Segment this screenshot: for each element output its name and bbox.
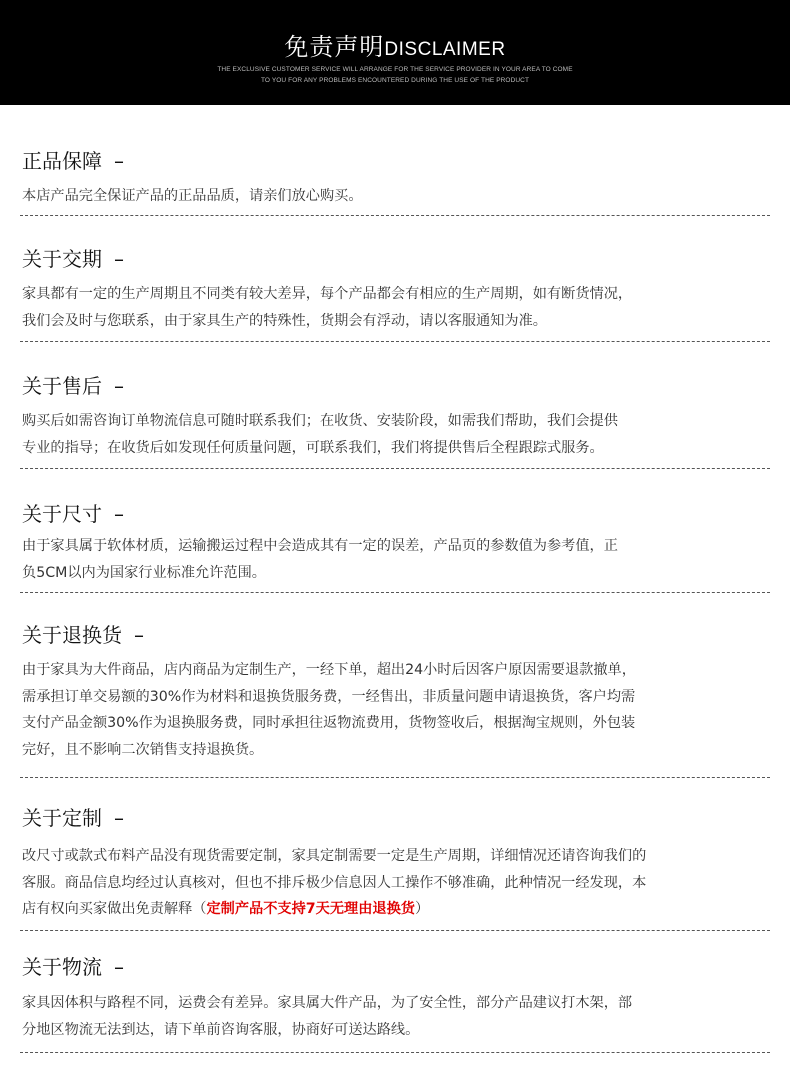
- section-body-line: 支付产品金额30%作为退换服务费，同时承担往返物流费用，货物签收后，根据淘宝规则，外包装: [22, 715, 636, 731]
- dashed-divider: [20, 1052, 770, 1053]
- section-body: [22, 281, 772, 334]
- section-title-dash: –: [114, 502, 124, 526]
- section-body-line: 家具因体积与路程不同，运费会有差异。家具属大件产品，为了安全性，部分产品建议打木架，部: [22, 995, 633, 1011]
- section-title-dash: –: [114, 806, 124, 830]
- disclaimer-suffix: ）: [414, 901, 430, 917]
- section-body-line: 由于家具属于软体材质，运输搬运过程中会造成其有一定的误差，产品页的参数值为参考值，正: [22, 538, 618, 554]
- section-title-text: 关于售后: [22, 374, 102, 398]
- section-title: [22, 501, 124, 527]
- section-body-line: 负5CM以内为国家行业标准允许范围。: [22, 564, 266, 581]
- section-body-line: 分地区物流无法到达，请下单前咨询客服，协商好可送达路线。: [22, 1021, 420, 1038]
- disclaimer-prefix: 店有权向买家做出免责解释（: [22, 901, 207, 917]
- dashed-divider: [20, 777, 770, 778]
- section-title: [22, 805, 124, 831]
- dashed-divider: [20, 592, 770, 593]
- section-body-line: 我们会及时与您联系，由于家具生产的特殊性，货期会有浮动，请以客服通知为准。: [22, 312, 547, 329]
- section-title-dash: –: [134, 623, 144, 647]
- section-body-line-last: [22, 896, 772, 923]
- section-body-line: 完好，且不影响二次销售支持退换货。: [22, 741, 264, 758]
- dashed-divider: [20, 930, 770, 931]
- no-return-warning: 定制产品不支持7天无理由退换货: [206, 901, 415, 917]
- header-title: [0, 27, 790, 62]
- header-subtitle-line-1: THE EXCLUSIVE CUSTOMER SERVICE WILL ARRANGE FOR THE SERVICE PROVIDER IN YOUR AREA TO COME: [217, 66, 573, 73]
- section-body-line: 家具都有一定的生产周期且不同类有较大差异，每个产品都会有相应的生产周期，如有断货情况，: [22, 286, 633, 302]
- dashed-divider: [20, 468, 770, 469]
- header-title-en: DISCLAIMER: [384, 39, 506, 60]
- section-body: [22, 843, 772, 923]
- dashed-divider: [20, 341, 770, 342]
- section-title-text: 关于退换货: [22, 623, 122, 647]
- section-body: [22, 657, 772, 763]
- section-title-dash: –: [114, 955, 124, 979]
- header-title-cn: 免责声明: [284, 33, 385, 61]
- section-title: [22, 373, 124, 399]
- section-body: [22, 408, 772, 461]
- section-body-line: 改尺寸或款式布料产品没有现货需要定制，家具定制需要一定是生产周期，详细情况还请咨询我们的: [22, 848, 647, 864]
- section-body: [22, 533, 772, 586]
- section-title-dash: –: [114, 149, 124, 173]
- section-body-line: 专业的指导；在收货后如发现任何质量问题，可联系我们，我们将提供售后全程跟踪式服务。: [22, 439, 604, 456]
- section-title-text: 正品保障: [22, 149, 102, 173]
- section-title: [22, 148, 124, 174]
- section-body-line: 本店产品完全保证产品的正品品质，请亲们放心购买。: [22, 188, 363, 204]
- section-title-text: 关于尺寸: [22, 502, 102, 526]
- section-body-line: 由于家具为大件商品，店内商品为定制生产，一经下单，超出24小时后因客户原因需要退款撤单，: [22, 662, 636, 678]
- header-subtitle-line-2: TO YOU FOR ANY PROBLEMS ENCOUNTERED DURING THE USE OF THE PRODUCT: [260, 77, 530, 84]
- section-body: [22, 183, 772, 210]
- dashed-divider: [20, 215, 770, 216]
- section-title-dash: –: [114, 374, 124, 398]
- section-title: [22, 954, 124, 980]
- section-title: [22, 622, 144, 648]
- section-title-text: 关于定制: [22, 806, 102, 830]
- section-title: [22, 246, 124, 272]
- section-body-line: 客服。商品信息均经过认真核对，但也不排斥极少信息因人工操作不够准确，此种情况一经发现，本: [22, 874, 647, 891]
- disclaimer-header: [0, 0, 790, 105]
- section-title-text: 关于物流: [22, 955, 102, 979]
- section-title-dash: –: [114, 247, 124, 271]
- section-title-text: 关于交期: [22, 247, 102, 271]
- section-body-line: 购买后如需咨询订单物流信息可随时联系我们；在收货、安装阶段，如需我们帮助，我们会提供: [22, 413, 618, 429]
- section-body: [22, 990, 772, 1043]
- section-body-line: 需承担订单交易额的30%作为材料和退换货服务费，一经售出，非质量问题申请退换货，客户均需: [22, 688, 636, 705]
